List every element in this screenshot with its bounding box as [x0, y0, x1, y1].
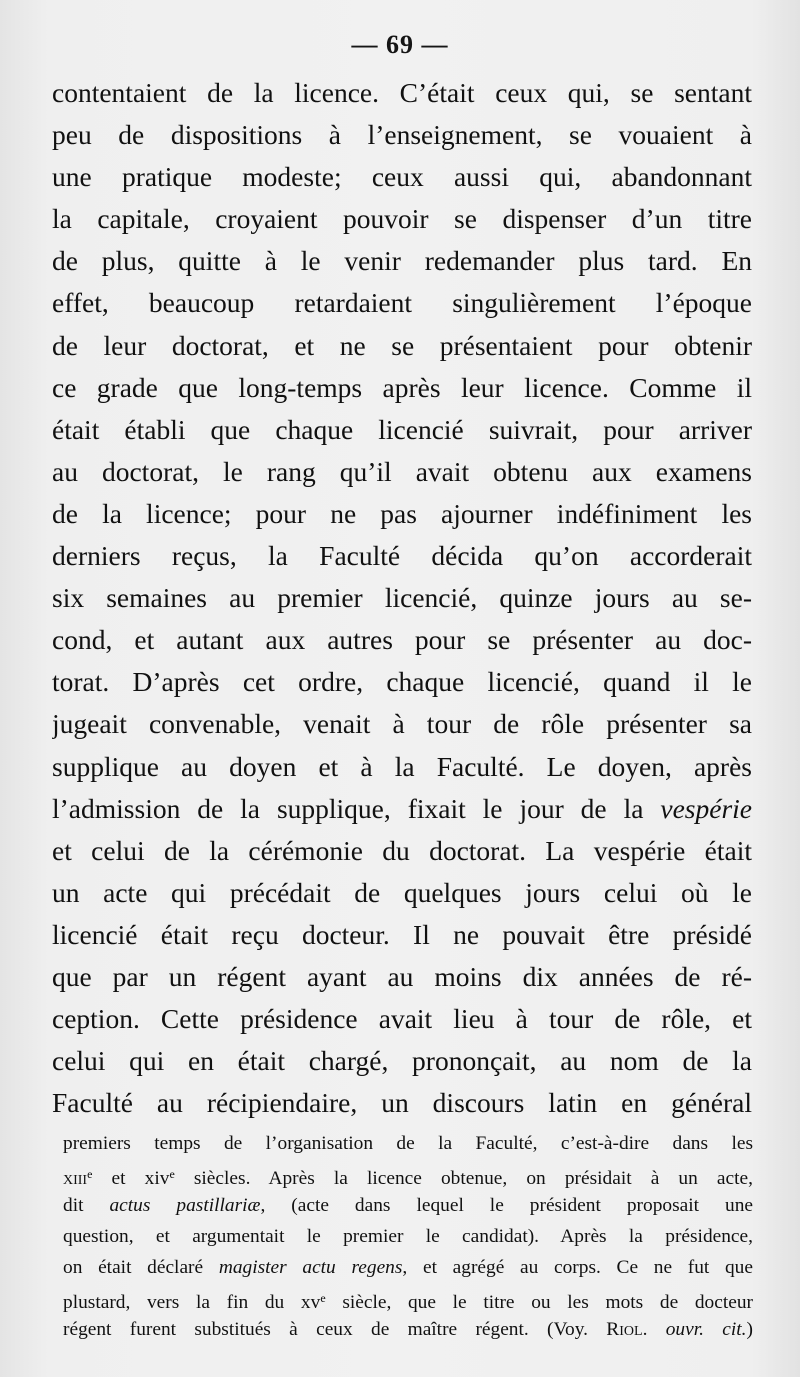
- text-fragment: siècle, que le titre ou les mots de docteur: [325, 1292, 753, 1313]
- superscript: e: [320, 1291, 326, 1305]
- text-line: de la licence; pour ne pas ajourner indéfiniment les: [52, 497, 752, 529]
- text-line: et celui de la cérémonie du doctorat. La vespérie était: [52, 834, 752, 866]
- text-fragment: dit: [63, 1195, 110, 1216]
- text-line: supplique au doyen et à la Faculté. Le doyen, après: [52, 750, 752, 782]
- text-line: la capitale, croyaient pouvoir se dispenser d’un titre: [52, 203, 752, 235]
- footnote-line: [63, 1252, 753, 1283]
- text-line: licencié était reçu docteur. Il ne pouvait être présidé: [52, 918, 752, 950]
- superscript: e: [169, 1167, 175, 1181]
- text-line: torat. D’après cet ordre, chaque licencié, quand il le: [52, 666, 752, 698]
- text-line: était établi que chaque licencié suivrait, pour arriver: [52, 413, 752, 445]
- text-line: peu de dispositions à l’enseignement, se vouaient à: [52, 119, 752, 151]
- italic-term: actus pastillariæ: [109, 1195, 261, 1216]
- text-line: effet, beaucoup retardaient singulièrement l’époque: [52, 287, 752, 319]
- text-line: de plus, quitte à le venir redemander plus tard. En: [52, 245, 752, 277]
- text-fragment: .: [642, 1319, 666, 1340]
- footnote-line: [63, 1314, 753, 1345]
- century-numeral: xiii: [63, 1168, 88, 1189]
- text-line: de leur doctorat, et ne se présentaient pour obtenir: [52, 329, 752, 361]
- italic-term: vespérie: [660, 792, 752, 824]
- text-line: un acte qui précédait de quelques jours celui où le: [52, 876, 752, 908]
- text-fragment: l’admission de la supplique, fixait le jour de la: [52, 792, 661, 824]
- body-text: [52, 72, 752, 1124]
- footnote-line: [63, 1283, 753, 1314]
- text-line: ception. Cette présidence avait lieu à tour de rôle, et: [52, 1003, 752, 1035]
- text-fragment: , et agrégé au corps. Ce ne fut que: [402, 1257, 753, 1278]
- text-line: jugeait convenable, venait à tour de rôle présenter sa: [52, 708, 752, 740]
- text-line: que par un régent ayant au moins dix années de ré-: [52, 960, 752, 992]
- italic-term: ouvr. cit.: [665, 1319, 747, 1340]
- text-line: une pratique modeste; ceux aussi qui, abandonnant: [52, 161, 752, 193]
- author-abbrev: Riol: [606, 1319, 643, 1340]
- text-fragment: on était déclaré: [63, 1257, 219, 1278]
- text-line: derniers reçus, la Faculté décida qu’on accorderait: [52, 540, 752, 572]
- text-fragment: plustard, vers la fin du xv: [63, 1292, 321, 1313]
- footnote-line: question, et argumentait le premier le candidat). Après la présidence,: [63, 1226, 753, 1247]
- text-line: ce grade que long-temps après leur licence. Comme il: [52, 371, 752, 403]
- footnote-line: [63, 1190, 753, 1221]
- superscript: e: [87, 1167, 93, 1181]
- text-fragment: , (acte dans lequel le président proposait une: [260, 1195, 753, 1216]
- text-line: contentaient de la licence. C’était ceux qui, se sentant: [52, 77, 752, 108]
- page-number: — 69 —: [351, 30, 449, 59]
- text-line: six semaines au premier licencié, quinze jours au se-: [52, 582, 752, 614]
- italic-term: magister actu regens: [218, 1257, 403, 1278]
- text-line: celui qui en était chargé, prononçait, au nom de la: [52, 1045, 752, 1077]
- footnote-line: [63, 1159, 753, 1190]
- footnote-line: premiers temps de l’organisation de la Faculté, c’est-à-dire dans les: [63, 1133, 753, 1154]
- footnote-block: [63, 1128, 753, 1345]
- text-fragment: ): [746, 1319, 753, 1340]
- text-fragment: siècles. Après la licence obtenue, on présidait à un acte,: [174, 1168, 753, 1189]
- text-line: au doctorat, le rang qu’il avait obtenu aux examens: [52, 455, 752, 487]
- text-fragment: régent furent substitués à ceux de maître régent. (Voy.: [63, 1319, 607, 1340]
- text-line: Faculté au récipiendaire, un discours latin en général: [52, 1087, 752, 1119]
- text-line-with-italic: [52, 788, 752, 830]
- text-line: cond, et autant aux autres pour se présenter au doc-: [52, 624, 752, 656]
- text-fragment: et xiv: [92, 1168, 170, 1189]
